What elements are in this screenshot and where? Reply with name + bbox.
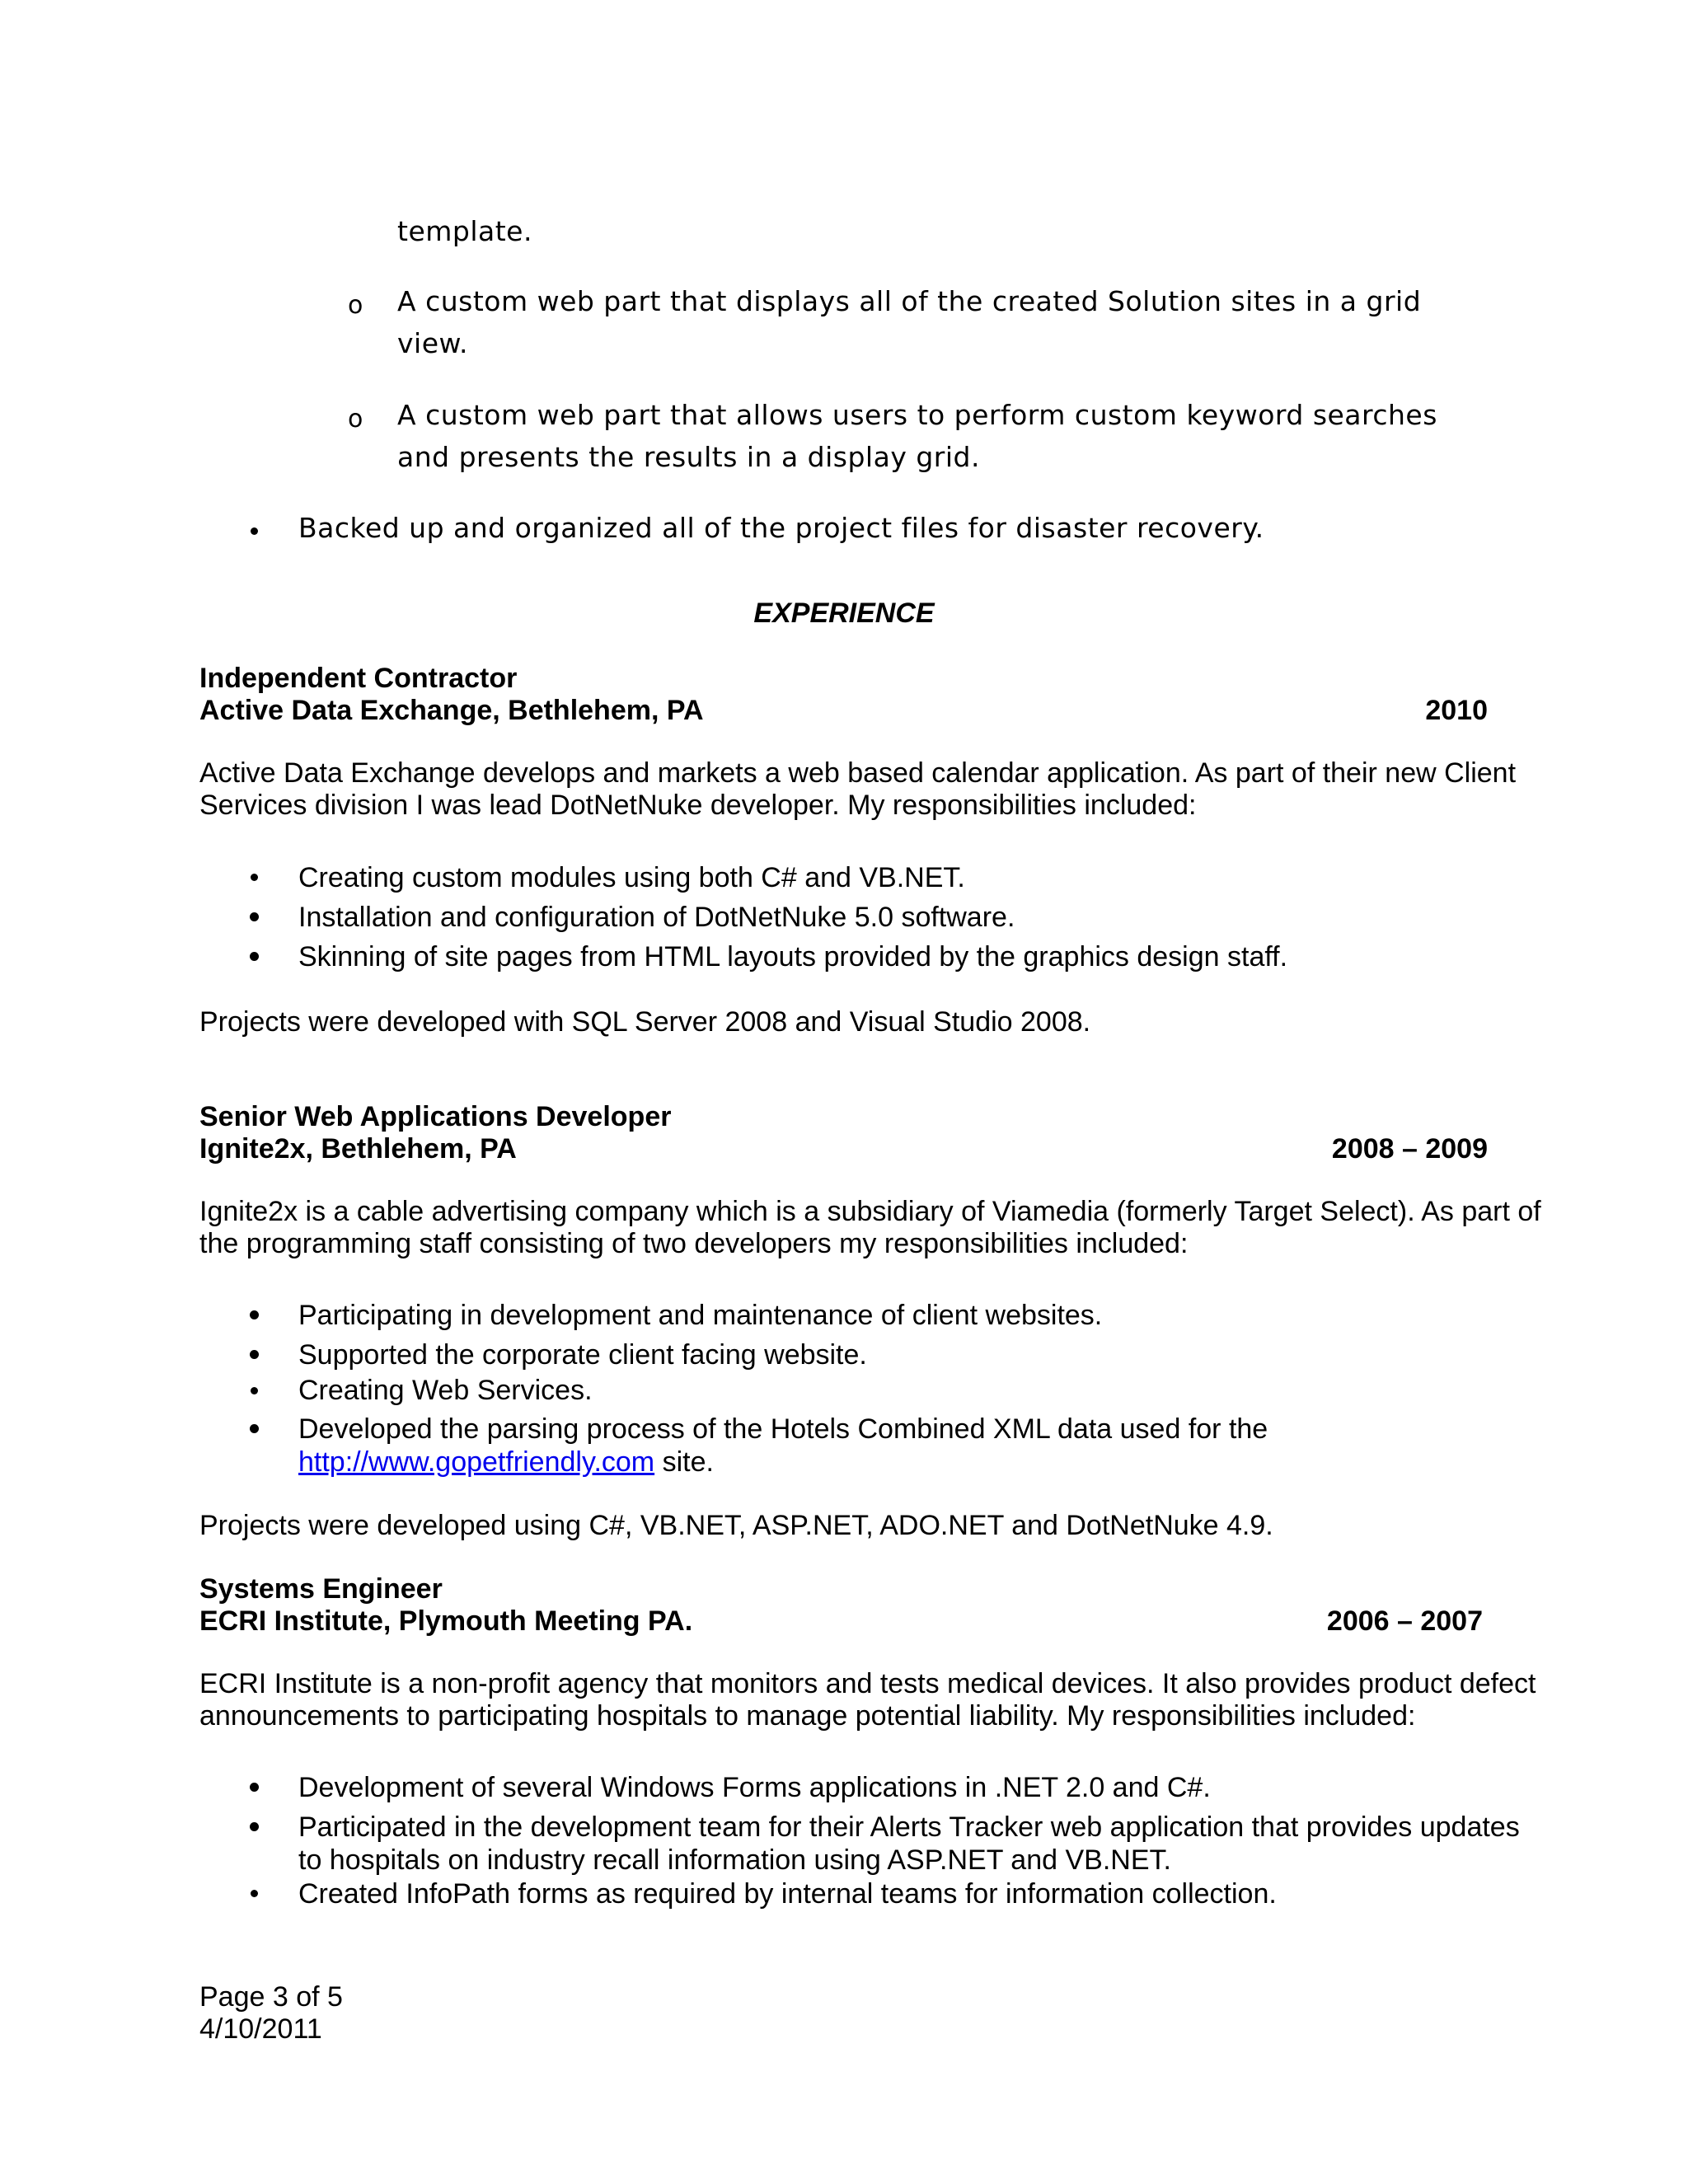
bullet-icon xyxy=(251,527,258,535)
job-bullet-continuation: to hospitals on industry recall information using ASP.NET and VB.NET. xyxy=(298,1844,1171,1876)
page-date: 4/10/2011 xyxy=(199,2013,322,2045)
job-description: the programming staff consisting of two developers my responsibilities included: xyxy=(199,1228,1189,1259)
job-title: Independent Contractor xyxy=(199,663,518,694)
job-bullet: Development of several Windows Forms applications in .NET 2.0 and C#. xyxy=(298,1772,1211,1803)
page-number: Page 3 of 5 xyxy=(199,1981,343,2013)
job-company: Active Data Exchange, Bethlehem, PA xyxy=(199,695,704,726)
job-bullet: Developed the parsing process of the Hotels Combined XML data used for the xyxy=(298,1413,1268,1445)
job-description: Services division I was lead DotNetNuke developer. My responsibilities included: xyxy=(199,790,1197,821)
bullet-icon xyxy=(250,1350,259,1359)
job-bullet-continuation xyxy=(298,1446,714,1479)
link-tail: site. xyxy=(654,1446,714,1478)
job-dates: 2008 – 2009 xyxy=(1331,1133,1488,1165)
bullet-icon xyxy=(251,1387,258,1394)
job-title: Senior Web Applications Developer xyxy=(199,1101,672,1132)
section-heading: EXPERIENCE xyxy=(753,598,935,629)
bullet-icon xyxy=(251,1890,258,1897)
gopetfriendly-link[interactable]: http://www.gopetfriendly.com xyxy=(298,1446,655,1478)
job-footer: Projects were developed with SQL Server 2008 and Visual Studio 2008. xyxy=(199,1006,1091,1038)
job-bullet: Skinning of site pages from HTML layouts provided by the graphics design staff. xyxy=(298,941,1288,972)
continuation-text: template. xyxy=(397,215,532,247)
job-bullet: Installation and configuration of DotNetNuke 5.0 software. xyxy=(298,902,1015,933)
job-dates: 2006 – 2007 xyxy=(1326,1605,1483,1637)
job-description: Ignite2x is a cable advertising company which is a subsidiary of Viamedia (formerly Target Select). As part of xyxy=(199,1196,1541,1227)
job-footer: Projects were developed using C#, VB.NET, ASP.NET, ADO.NET and DotNetNuke 4.9. xyxy=(199,1510,1273,1541)
job-company: ECRI Institute, Plymouth Meeting PA. xyxy=(199,1605,693,1637)
job-description: announcements to participating hospitals to manage potential liability. My responsibilities included: xyxy=(199,1700,1416,1732)
bullet-icon xyxy=(250,1424,259,1433)
bullet-icon xyxy=(251,874,258,881)
bullet-icon xyxy=(250,1783,259,1792)
bullet-icon xyxy=(250,1310,259,1319)
sub-item-text: A custom web part that allows users to perform custom keyword searches xyxy=(397,399,1437,431)
bullet-icon xyxy=(250,912,259,921)
sub-item-text: view. xyxy=(397,327,468,359)
job-dates: 2010 xyxy=(1425,695,1488,726)
job-bullet: Supported the corporate client facing website. xyxy=(298,1339,867,1371)
sub-bullet-marker: o xyxy=(348,405,363,434)
job-bullet: Creating Web Services. xyxy=(298,1375,593,1406)
job-description: ECRI Institute is a non-profit agency that monitors and tests medical devices. It also provides product defect xyxy=(199,1668,1536,1699)
bullet-icon xyxy=(250,952,259,961)
job-company: Ignite2x, Bethlehem, PA xyxy=(199,1133,517,1165)
job-bullet: Created InfoPath forms as required by internal teams for information collection. xyxy=(298,1878,1277,1910)
job-description: Active Data Exchange develops and markets a web based calendar application. As part of their new Client xyxy=(199,757,1517,789)
job-title: Systems Engineer xyxy=(199,1573,443,1605)
sub-item-text: and presents the results in a display grid. xyxy=(397,441,980,473)
sub-bullet-marker: o xyxy=(348,291,363,320)
sub-item-text: A custom web part that displays all of the created Solution sites in a grid xyxy=(397,285,1422,317)
job-bullet: Participating in development and maintenance of client websites. xyxy=(298,1300,1103,1331)
bullet-icon xyxy=(250,1822,259,1831)
bullet-text: Backed up and organized all of the project files for disaster recovery. xyxy=(298,512,1264,544)
job-bullet: Creating custom modules using both C# and VB.NET. xyxy=(298,862,965,893)
job-bullet: Participated in the development team for their Alerts Tracker web application that provides updates xyxy=(298,1811,1520,1843)
